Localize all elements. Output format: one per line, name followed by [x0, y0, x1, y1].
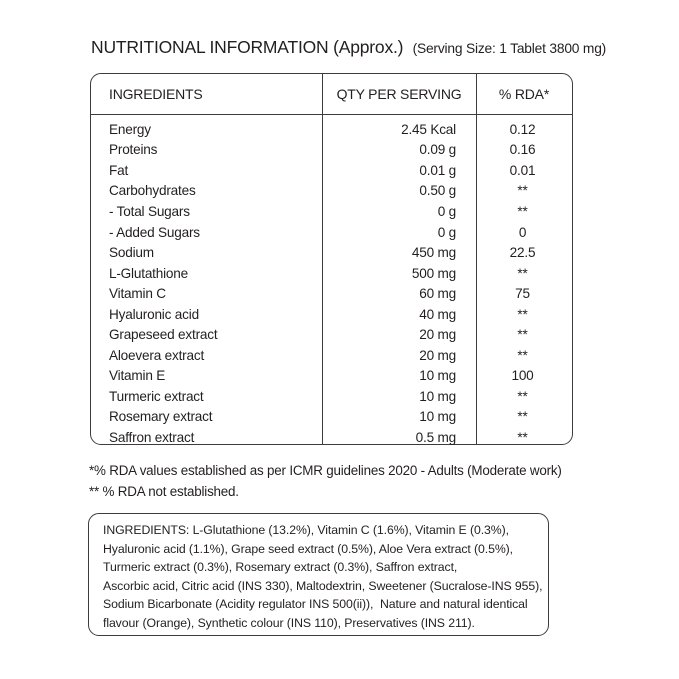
table-row: [91, 324, 572, 345]
ingredient-cell: Rosemary extract: [109, 409, 213, 425]
table-row: [91, 119, 572, 140]
ingredients-list-line: INGREDIENTS: L-Glutathione (13.2%), Vitamin C (1.6%), Vitamin E (0.3%),: [103, 523, 509, 537]
rda-cell: **: [517, 429, 528, 445]
column-header-ingredients: INGREDIENTS: [109, 86, 203, 102]
ingredient-cell: Aloevera extract: [109, 347, 205, 363]
ingredient-cell: Proteins: [109, 142, 158, 158]
ingredient-cell: Hyaluronic acid: [109, 306, 199, 322]
label-title-line: [91, 37, 606, 58]
nutrition-table: [90, 73, 573, 445]
ingredient-cell: Vitamin C: [109, 286, 166, 302]
table-row: [91, 345, 572, 366]
rda-cell: **: [517, 388, 528, 404]
table-row: [91, 160, 572, 181]
ingredients-list-line: Turmeric extract (0.3%), Rosemary extract (0.3%), Saffron extract,: [103, 560, 458, 574]
ingredients-list-line: flavour (Orange), Synthetic colour (INS 110), Preservatives (INS 211).: [103, 615, 475, 630]
rda-cell: **: [517, 306, 528, 322]
qty-cell: 20 mg: [419, 327, 456, 343]
qty-cell: 2.45 Kcal: [401, 121, 456, 137]
table-row: [91, 242, 572, 263]
qty-cell: 20 mg: [419, 347, 456, 363]
footnotes: [89, 461, 562, 502]
serving-size-text: (Serving Size: 1 Tablet 3800 mg): [412, 41, 607, 56]
ingredient-cell: Carbohydrates: [109, 183, 196, 199]
ingredient-cell: L-Glutathione: [109, 265, 189, 281]
footnote-rda-not-established: ** % RDA not established.: [89, 483, 239, 499]
rda-cell: 22.5: [509, 245, 536, 261]
column-header-qty-per-serving: QTY PER SERVING: [336, 86, 462, 102]
table-row: [91, 140, 572, 161]
qty-cell: 0 g: [437, 203, 456, 219]
ingredient-cell: Saffron extract: [109, 429, 195, 445]
rda-cell: 100: [511, 368, 534, 384]
rda-cell: 75: [515, 286, 530, 302]
rda-cell: **: [517, 327, 528, 343]
qty-cell: 0 g: [437, 224, 456, 240]
ingredient-cell: - Added Sugars: [109, 224, 200, 240]
qty-cell: 0.5 mg: [415, 429, 456, 445]
rda-cell: 0.01: [509, 162, 536, 178]
page-title: NUTRITIONAL INFORMATION (Approx.): [91, 37, 404, 57]
table-row: [91, 366, 572, 387]
table-row: [91, 427, 572, 448]
qty-cell: 10 mg: [419, 388, 456, 404]
rda-cell: **: [517, 203, 528, 219]
qty-cell: 450 mg: [411, 245, 456, 261]
table-row: [91, 304, 572, 325]
qty-cell: 40 mg: [419, 306, 456, 322]
table-row: [91, 263, 572, 284]
ingredient-cell: Energy: [109, 121, 151, 137]
table-row: [91, 201, 572, 222]
rda-cell: **: [517, 265, 528, 281]
table-row: [91, 386, 572, 407]
table-row: [91, 181, 572, 202]
qty-cell: 0.09 g: [419, 142, 456, 158]
rda-cell: **: [517, 183, 528, 199]
qty-cell: 0.01 g: [419, 162, 456, 178]
ingredients-list-line: Sodium Bicarbonate (Acidity regulator INS 500(ii)), Nature and natural identical: [103, 597, 528, 611]
ingredients-list-line: Hyaluronic acid (1.1%), Grape seed extract (0.5%), Aloe Vera extract (0.5%),: [103, 541, 513, 556]
ingredient-cell: Vitamin E: [109, 368, 166, 384]
table-row: [91, 283, 572, 304]
footnote-rda-established: *% RDA values established as per ICMR guidelines 2020 - Adults (Moderate work): [89, 463, 562, 478]
ingredient-cell: Sodium: [109, 245, 154, 261]
column-header-rda: % RDA*: [498, 86, 550, 102]
table-row: [91, 407, 572, 428]
ingredient-cell: Grapeseed extract: [109, 327, 218, 343]
rda-cell: **: [517, 409, 528, 425]
ingredient-cell: - Total Sugars: [109, 203, 190, 219]
rda-cell: 0.16: [509, 142, 536, 158]
qty-cell: 10 mg: [419, 409, 456, 425]
ingredient-cell: Fat: [109, 162, 129, 178]
table-body: [91, 116, 572, 444]
qty-cell: 500 mg: [411, 265, 456, 281]
table-row: [91, 222, 572, 243]
qty-cell: 60 mg: [419, 286, 456, 302]
qty-cell: 10 mg: [419, 368, 456, 384]
qty-cell: 0.50 g: [419, 183, 456, 199]
rda-cell: 0: [518, 224, 527, 240]
table-header-row: [91, 74, 572, 115]
rda-cell: 0.12: [509, 121, 536, 137]
ingredients-list-box: [88, 513, 549, 636]
ingredients-list-line: Ascorbic acid, Citric acid (INS 330), Maltodextrin, Sweetener (Sucralose-INS 955),: [103, 578, 543, 593]
ingredient-cell: Turmeric extract: [109, 388, 204, 404]
rda-cell: **: [517, 347, 528, 363]
